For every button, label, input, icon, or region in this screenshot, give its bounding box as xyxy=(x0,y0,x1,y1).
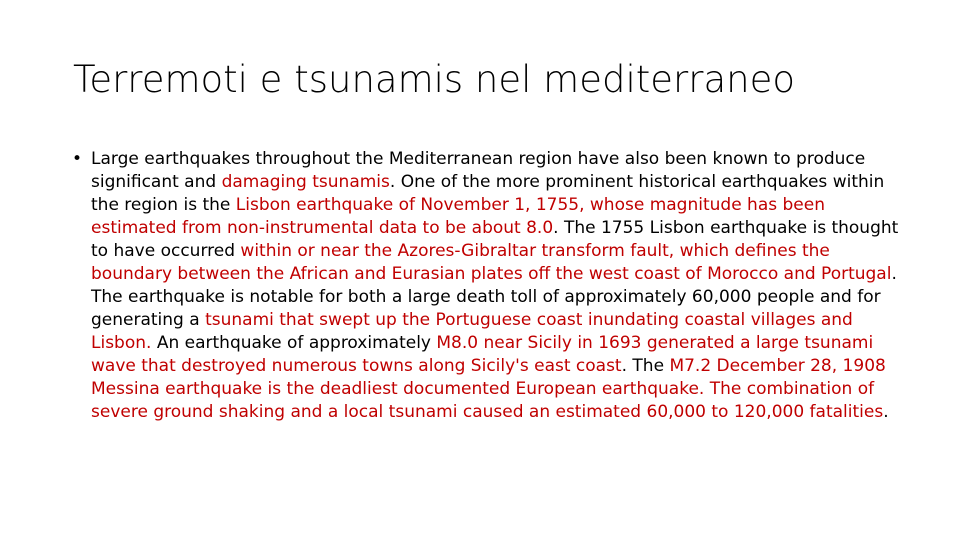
highlight-run: within or near the Azores-Gibraltar transform fault, which defines the boundary between the African and Eurasian plates off the west coast of Morocco and Portugal xyxy=(91,241,892,284)
slide-title: Terremoti e tsunamis nel mediterraneo xyxy=(73,58,795,101)
highlight-run: damaging tsunamis xyxy=(221,172,390,192)
highlight-run: Lisbon earthquake of November 1, 1755, whose magnitude has been estimated from non-instrumental data to be about 8.0 xyxy=(91,195,825,238)
bullet-list xyxy=(72,148,906,424)
text-run: . The xyxy=(621,356,670,376)
highlight-run: M8.0 near Sicily in 1693 generated a large tsunami wave that destroyed numerous towns along Sicily's east coast xyxy=(91,333,874,376)
text-run: . The earthquake is notable for both a large death toll of approximately 60,000 people and for generating a xyxy=(91,264,897,330)
highlight-run: M7.2 December 28, 1908 Messina earthquake is the deadliest documented European earthquake. The combination of severe ground shaking and a local tsunami caused an estimated 60,000 to 120,000 fatalities xyxy=(91,356,886,422)
text-run: Large earthquakes throughout the Mediterranean region have also been known to produce significant and xyxy=(91,149,866,192)
bullet-marker: • xyxy=(72,149,83,169)
text-run: . xyxy=(883,402,889,422)
text-run: An earthquake of approximately xyxy=(151,333,437,353)
text-run: . One of the more prominent historical earthquakes within the region is the xyxy=(91,172,885,215)
highlight-run: tsunami that swept up the Portuguese coast inundating coastal villages and Lisbon. xyxy=(91,310,853,353)
bullet-text xyxy=(91,148,906,424)
text-run: . The 1755 Lisbon earthquake is thought to have occurred xyxy=(91,218,899,261)
